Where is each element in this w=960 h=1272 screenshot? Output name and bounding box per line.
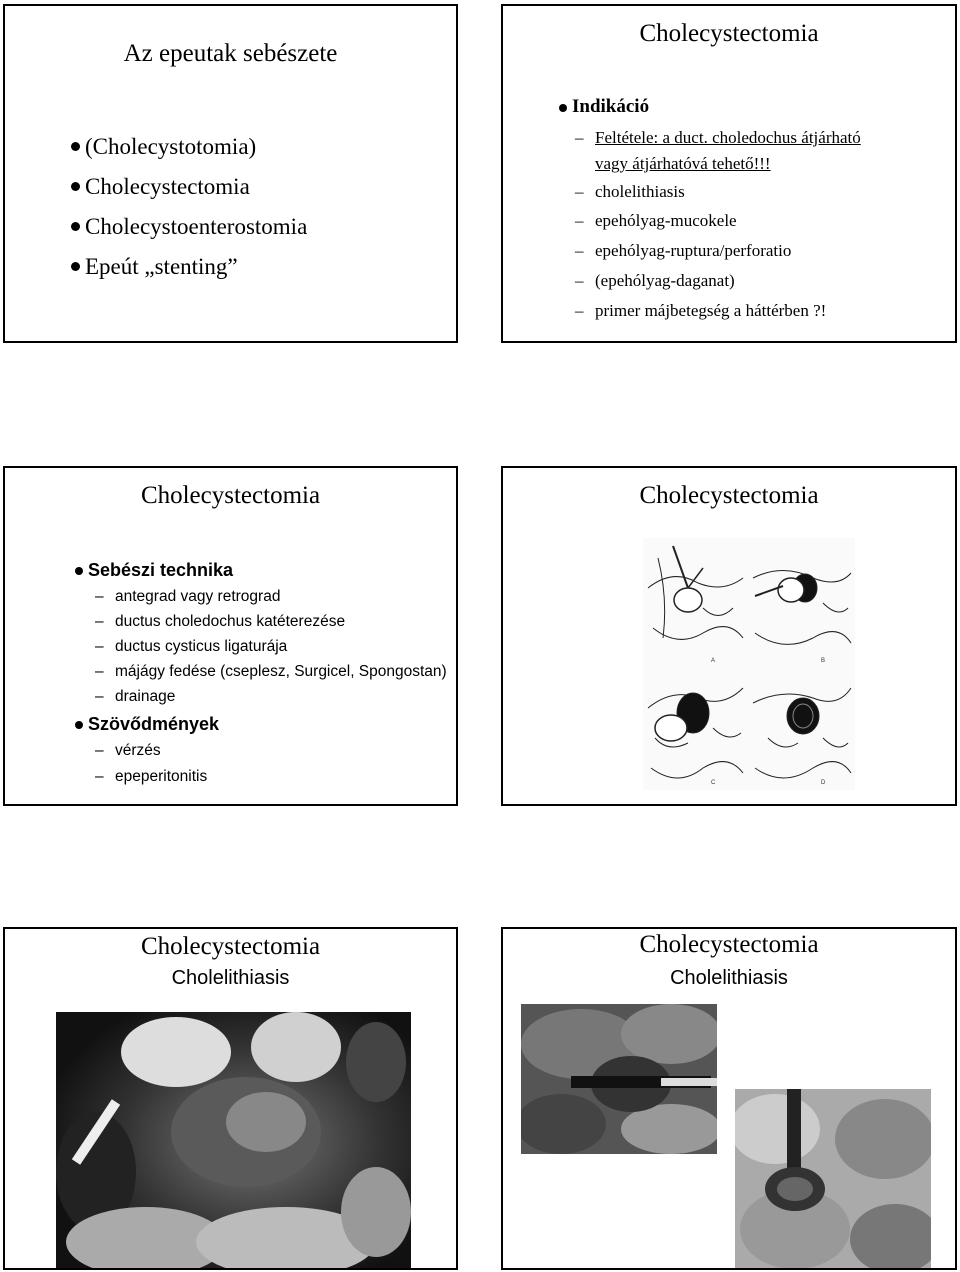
bullet-item: Cholecystoenterostomia bbox=[71, 214, 307, 240]
slide-cholelithiasis-photo-1 bbox=[3, 927, 458, 1270]
bullet-dot-icon bbox=[71, 262, 80, 271]
bullet-item: (Cholecystotomia) bbox=[71, 134, 256, 160]
bullet-dot-icon bbox=[71, 182, 80, 191]
sub-item: –cholelithiasis bbox=[575, 182, 685, 202]
bullet-dot-icon bbox=[75, 567, 83, 575]
sub-item: –epehólyag-mucokele bbox=[575, 211, 737, 231]
bullet-item: Indikáció bbox=[559, 96, 649, 118]
bullet-item: Epeút „stenting” bbox=[71, 254, 238, 280]
sub-item: –Feltétele: a duct. choledochus átjárható bbox=[575, 128, 861, 148]
panel-label: B bbox=[821, 658, 826, 664]
sub-item: –ductus cysticus ligaturája bbox=[95, 638, 287, 656]
slide-title: Cholecystectomia bbox=[140, 933, 321, 960]
surgical-sketch-illustration bbox=[643, 538, 855, 790]
surgical-photo-upper bbox=[521, 1004, 717, 1154]
panel-label: C bbox=[711, 780, 716, 786]
bullet-dot-icon bbox=[71, 142, 80, 151]
slide-cholelithiasis-photo-2 bbox=[501, 927, 957, 1270]
surgical-photo-lower bbox=[735, 1089, 931, 1269]
sub-item: –epehólyag-ruptura/perforatio bbox=[575, 241, 791, 261]
sub-item: –drainage bbox=[95, 688, 175, 706]
panel-label: A bbox=[711, 658, 716, 664]
bullet-item: Cholecystectomia bbox=[71, 174, 250, 200]
slide-subtitle: Cholelithiasis bbox=[670, 967, 788, 989]
slide-diagram bbox=[501, 466, 957, 806]
slide-title: Cholecystectomia bbox=[639, 20, 819, 47]
sub-item: –májágy fedése (cseplesz, Surgicel, Spongostan) bbox=[95, 663, 447, 681]
sub-item: –(epehólyag-daganat) bbox=[575, 271, 735, 291]
sub-item: –primer májbetegség a háttérben ?! bbox=[575, 301, 826, 321]
sub-item: –vérzés bbox=[95, 742, 161, 760]
slide-subtitle: Cholelithiasis bbox=[171, 967, 290, 989]
panel-label: D bbox=[821, 780, 826, 786]
bullet-dot-icon bbox=[71, 222, 80, 231]
surgical-photo bbox=[56, 1012, 411, 1270]
sub-item: –ductus choledochus katéterezése bbox=[95, 613, 345, 631]
slide-title: Cholecystectomia bbox=[639, 931, 819, 958]
bullet-dot-icon bbox=[559, 104, 567, 112]
slide-sebeszi-technika bbox=[3, 466, 458, 806]
slide-title: Az epeutak sebészete bbox=[123, 40, 338, 67]
slide-indikacio bbox=[501, 4, 957, 343]
sub-item-continued: vagy átjárhatóvá tehető!!! bbox=[595, 154, 771, 173]
bullet-item: Sebészi technika bbox=[75, 560, 233, 581]
bullet-dot-icon bbox=[75, 721, 83, 729]
sub-item: –antegrad vagy retrograd bbox=[95, 588, 280, 606]
slide-epeutak-sebeszete bbox=[3, 4, 458, 343]
slide-title: Cholecystectomia bbox=[140, 482, 321, 509]
sub-item: –epeperitonitis bbox=[95, 768, 207, 786]
slide-title: Cholecystectomia bbox=[639, 482, 819, 509]
bullet-item: Szövődmények bbox=[75, 714, 219, 735]
